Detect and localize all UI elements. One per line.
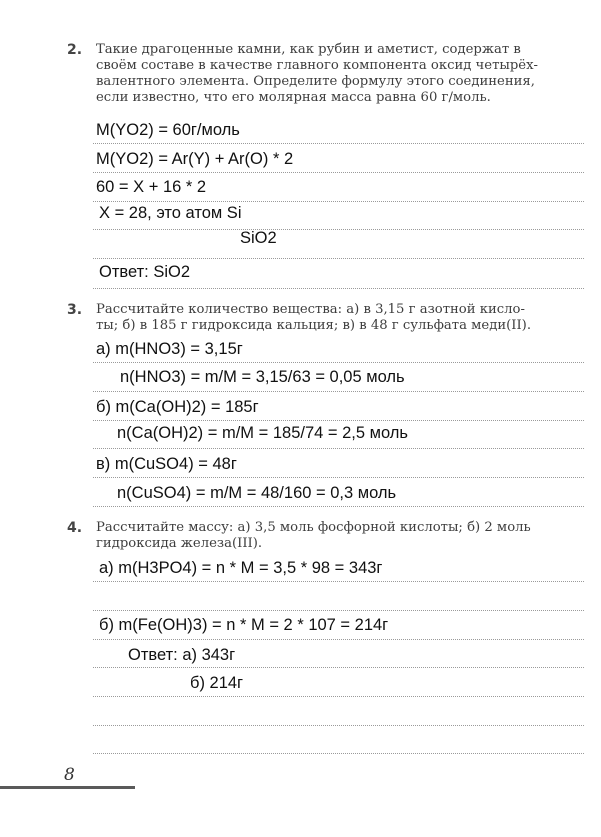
- ruled-line: [93, 201, 584, 202]
- ruled-line: [93, 506, 584, 507]
- ruled-line: [93, 610, 584, 611]
- task-2-answer: Ответ: SiO2: [99, 263, 191, 281]
- task-4-answer-line: б) 214г: [190, 674, 244, 692]
- task-2-number: 2.: [67, 42, 83, 58]
- task-2-formula: SiO2: [240, 229, 277, 247]
- ruled-line: [93, 448, 584, 449]
- task-3-answer-line: в) m(CuSO4) = 48г: [96, 455, 237, 473]
- task-3-number: 3.: [67, 302, 83, 318]
- task-3-answer-line: а) m(HNO3) = 3,15г: [96, 340, 243, 358]
- footer-rule: [0, 786, 135, 789]
- task-2-question-line: Такие драгоценные камни, как рубин и аметист, содержат в: [96, 42, 521, 57]
- ruled-line: [93, 391, 584, 392]
- ruled-line: [93, 420, 584, 421]
- task-2-answer-line: M(YO2) = 60г/моль: [96, 121, 240, 139]
- task-3-answer-line: n(HNO3) = m/M = 3,15/63 = 0,05 моль: [120, 368, 405, 386]
- task-3-answer-line: n(CuSO4) = m/M = 48/160 = 0,3 моль: [117, 484, 397, 502]
- task-3-answer-line: n(Ca(OH)2) = m/M = 185/74 = 2,5 моль: [117, 424, 409, 442]
- task-2-answer-line: X = 28, это атом Si: [99, 204, 242, 222]
- ruled-line: [93, 143, 584, 144]
- ruled-line: [93, 753, 584, 754]
- task-4-answer-line: а) m(H3PO4) = n * M = 3,5 * 98 = 343г: [99, 559, 383, 577]
- ruled-line: [93, 258, 584, 259]
- ruled-line: [93, 667, 584, 668]
- ruled-line: [93, 639, 584, 640]
- ruled-line: [93, 477, 584, 478]
- ruled-line: [93, 696, 584, 697]
- task-4-question-line: гидроксида железа(III).: [96, 536, 263, 551]
- task-3-answer-line: б) m(Ca(OH)2) = 185г: [96, 398, 259, 416]
- task-2-question-line: своём составе в качестве главного компонента оксид четырёх-: [96, 58, 539, 73]
- ruled-line: [93, 581, 584, 582]
- task-4-number: 4.: [67, 520, 83, 536]
- task-3-question-line: Рассчитайте количество вещества: а) в 3,15 г азотной кисло-: [96, 302, 525, 317]
- task-2-question-line: валентного элемента. Определите формулу этого соединения,: [96, 74, 535, 89]
- task-3-question-line: ты; б) в 185 г гидроксида кальция; в) в 48 г сульфата меди(II).: [96, 318, 532, 333]
- ruled-line: [93, 229, 584, 230]
- ruled-line: [93, 725, 584, 726]
- task-2-answer-line: M(YO2) = Ar(Y) + Ar(O) * 2: [96, 150, 294, 168]
- page-number: 8: [64, 765, 75, 785]
- ruled-line: [93, 288, 584, 289]
- ruled-line: [93, 362, 584, 363]
- task-4-answer-line: б) m(Fe(OH)3) = n * M = 2 * 107 = 214г: [99, 616, 389, 634]
- task-2-answer-line: 60 = X + 16 * 2: [96, 178, 207, 196]
- task-4-answer-line: Ответ: а) 343г: [128, 646, 236, 664]
- task-2-question-line: если известно, что его молярная масса равна 60 г/моль.: [96, 90, 491, 105]
- task-4-question-line: Рассчитайте массу: а) 3,5 моль фосфорной кислоты; б) 2 моль: [96, 520, 531, 535]
- ruled-line: [93, 172, 584, 173]
